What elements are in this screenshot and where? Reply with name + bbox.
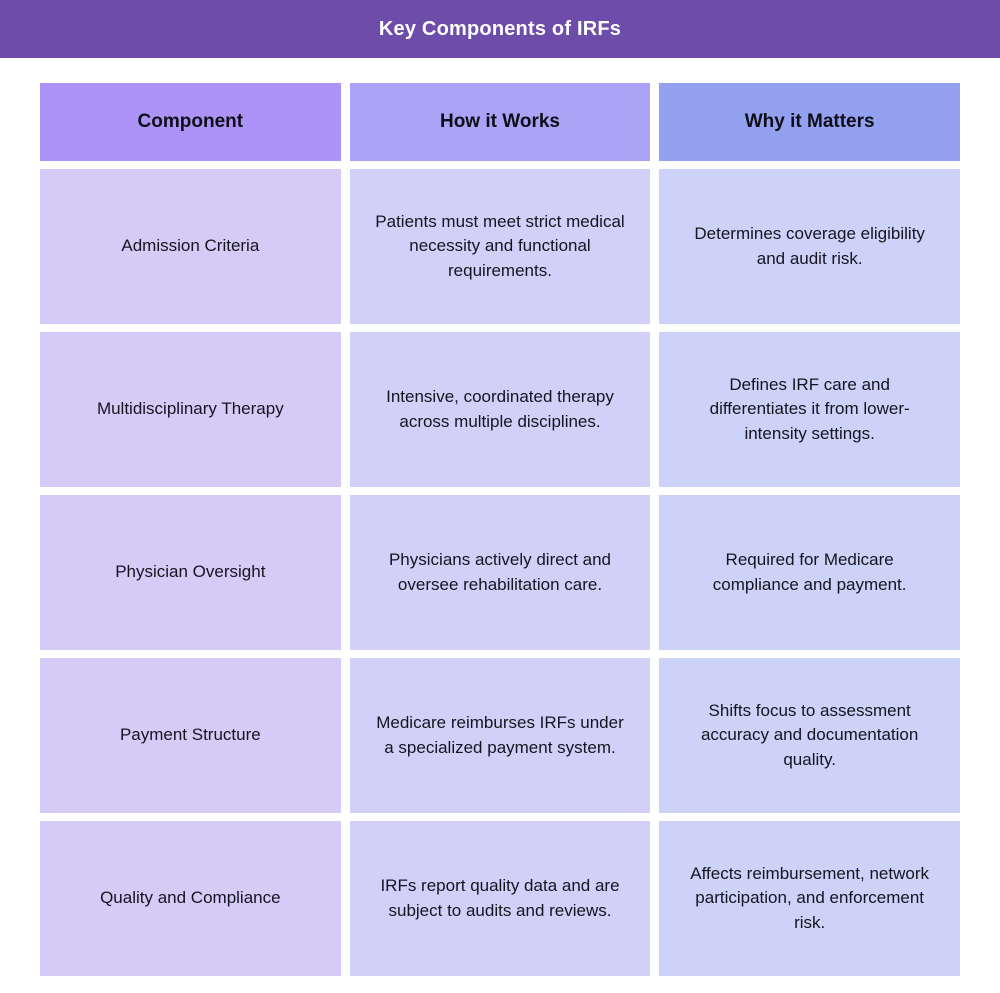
- cell-physician-oversight-how: Physicians actively direct and oversee rehabilitation care.: [350, 495, 651, 650]
- cell-payment-structure-why: Shifts focus to assessment accuracy and documentation quality.: [659, 658, 960, 813]
- cell-physician-oversight-component: Physician Oversight: [40, 495, 341, 650]
- cell-admission-criteria-how: Patients must meet strict medical necessity and functional requirements.: [350, 169, 651, 324]
- irf-components-table: [40, 83, 960, 976]
- cell-quality-and-compliance-component: Quality and Compliance: [40, 821, 341, 976]
- cell-payment-structure-component: Payment Structure: [40, 658, 341, 813]
- cell-multidisciplinary-therapy-how: Intensive, coordinated therapy across multiple disciplines.: [350, 332, 651, 487]
- cell-quality-and-compliance-how: IRFs report quality data and are subject to audits and reviews.: [350, 821, 651, 976]
- column-header-component: Component: [40, 83, 341, 161]
- title-bar: [0, 0, 1000, 58]
- column-header-how-it-works: How it Works: [350, 83, 651, 161]
- page-title: Key Components of IRFs: [378, 17, 622, 40]
- cell-admission-criteria-why: Determines coverage eligibility and audit risk.: [659, 169, 960, 324]
- cell-admission-criteria-component: Admission Criteria: [40, 169, 341, 324]
- cell-physician-oversight-why: Required for Medicare compliance and payment.: [659, 495, 960, 650]
- column-header-why-it-matters: Why it Matters: [659, 83, 960, 161]
- cell-payment-structure-how: Medicare reimburses IRFs under a specialized payment system.: [350, 658, 651, 813]
- cell-multidisciplinary-therapy-component: Multidisciplinary Therapy: [40, 332, 341, 487]
- cell-multidisciplinary-therapy-why: Defines IRF care and differentiates it from lower-intensity settings.: [659, 332, 960, 487]
- cell-quality-and-compliance-why: Affects reimbursement, network participation, and enforcement risk.: [659, 821, 960, 976]
